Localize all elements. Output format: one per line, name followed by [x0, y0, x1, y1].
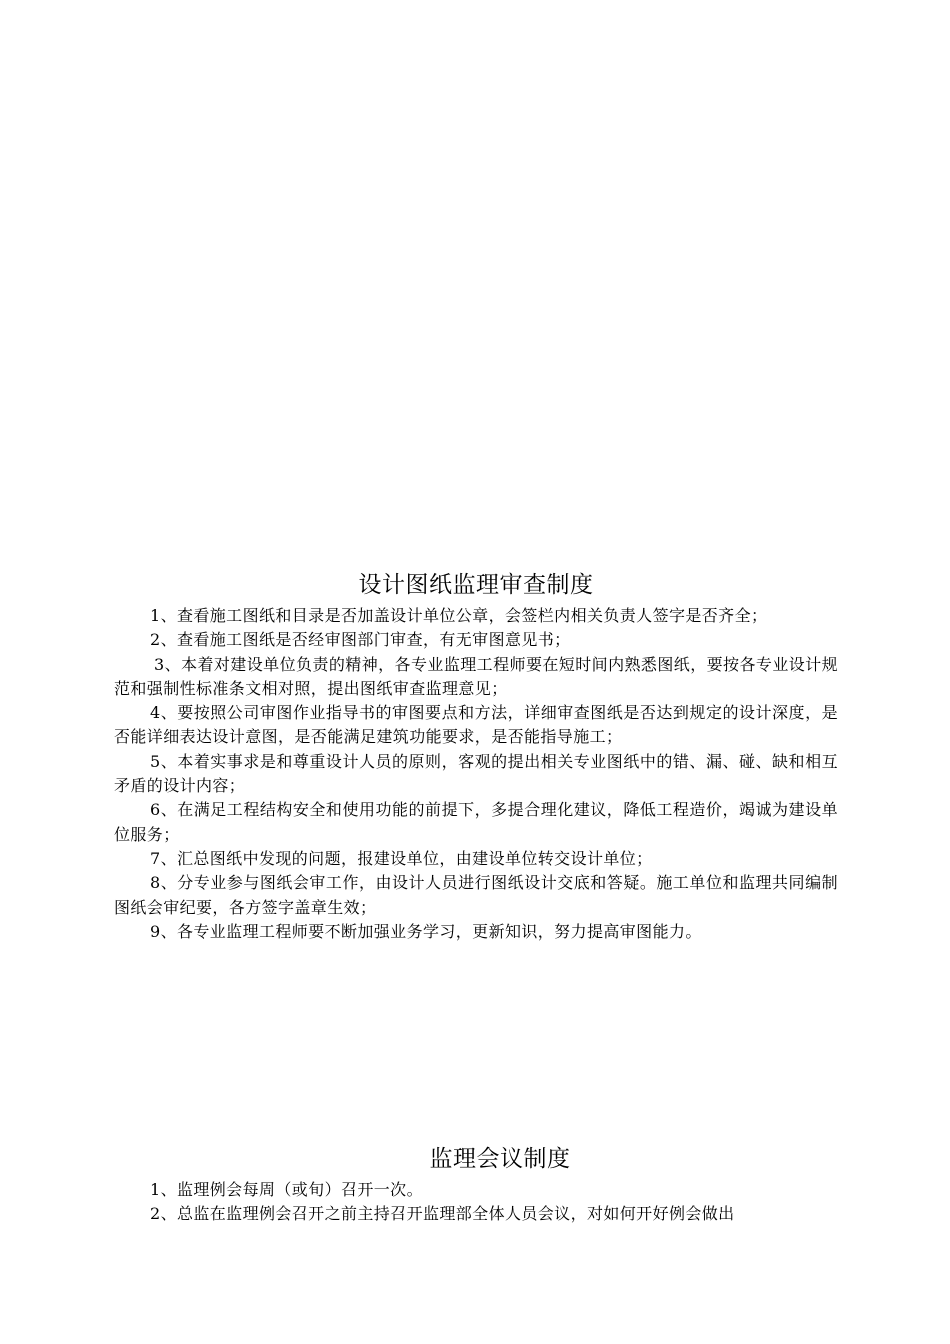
section-title: 设计图纸监理审查制度 [358, 572, 594, 598]
list-item: 1、查看施工图纸和目录是否加盖设计单位公章，会签栏内相关负责人签字是否齐全； [150, 606, 768, 625]
list-item: 3、本着对建设单位负责的精神，各专业监理工程师要在短时间内熟悉图纸，要按各专业设计规范和强制性标准条文相对照，提出图纸审查监理意见； [114, 654, 838, 698]
section-title: 监理会议制度 [429, 1146, 571, 1172]
meeting-section [114, 1140, 838, 1227]
list-item: 2、总监在监理例会召开之前主持召开监理部全体人员会议，对如何开好例会做出 [150, 1204, 735, 1224]
list-item: 8、分专业参与图纸会审工作，由设计人员进行图纸设计交底和答疑。施工单位和监理共同编制图纸会审纪要，各方签字盖章生效； [114, 873, 838, 917]
drawing-review-section [114, 566, 838, 944]
list-item: 9、各专业监理工程师要不断加强业务学习，更新知识，努力提高审图能力。 [150, 921, 702, 941]
list-item: 4、要按照公司审图作业指导书的审图要点和方法，详细审查图纸是否达到规定的设计深度，是否能详细表达设计意图，是否能满足建筑功能要求，是否能指导施工； [114, 703, 838, 747]
list-item: 7、汇总图纸中发现的问题，报建设单位，由建设单位转交设计单位； [150, 848, 653, 868]
list-item: 1、监理例会每周（或旬）召开一次。 [150, 1180, 423, 1199]
list-item: 6、在满足工程结构安全和使用功能的前提下，多提合理化建议，降低工程造价，竭诚为建设单位服务； [114, 800, 838, 844]
list-item: 2、查看施工图纸是否经审图部门审查，有无审图意见书； [150, 630, 571, 650]
list-item: 5、本着实事求是和尊重设计人员的原则，客观的提出相关专业图纸中的错、漏、碰、缺和相互矛盾的设计内容； [114, 751, 838, 796]
